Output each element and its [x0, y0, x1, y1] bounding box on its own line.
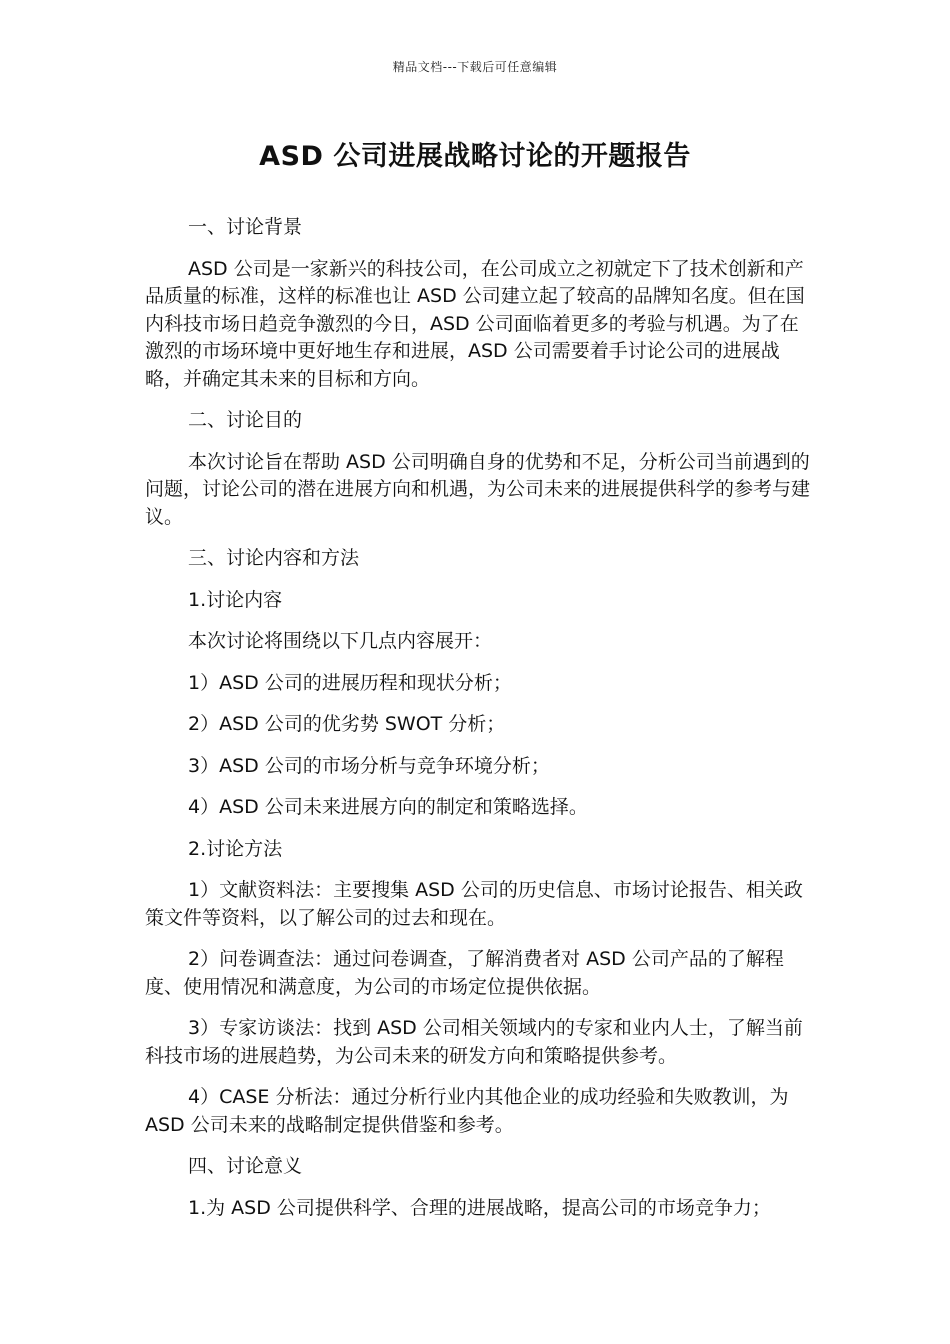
subheading-method: 2.讨论方法 [188, 837, 283, 860]
method-item: 4）CASE 分析法：通过分析行业内其他企业的成功经验和失败教训，为 ASD 公司未来的战略制定提供借鉴和参考。 [145, 1086, 789, 1136]
section-heading-background: 一、讨论背景 [188, 216, 303, 238]
significance-item: 1.为 ASD 公司提供科学、合理的进展战略，提高公司的市场竞争力； [188, 1196, 771, 1219]
paragraph-content-intro: 本次讨论将围绕以下几点内容展开： [188, 630, 493, 652]
list-item: 4）ASD 公司未来进展方向的制定和策略选择。 [188, 796, 588, 818]
method-item: 1）文献资料法：主要搜集 ASD 公司的历史信息、市场讨论报告、相关政策文件等资料，以了解公司的过去和现在。 [145, 879, 803, 929]
method-item: 2）问卷调查法：通过问卷调查，了解消费者对 ASD 公司产品的了解程度、使用情况和满意度，为公司的市场定位提供依据。 [145, 948, 784, 998]
document-body [145, 214, 813, 1236]
paragraph-purpose: 本次讨论旨在帮助 ASD 公司明确自身的优势和不足，分析公司当前遇到的问题，讨论公司的潜在进展方向和机遇，为公司未来的进展提供科学的参考与建议。 [145, 450, 811, 528]
paragraph-background: ASD 公司是一家新兴的科技公司，在公司成立之初就定下了技术创新和产品质量的标准，这样的标准也让 ASD 公司建立起了较高的品牌知名度。但在国内科技市场日趋竞争激烈的今日，ASD 公司面临着更多的考验与机遇。为了在激烈的市场环境中更好地生存和进展，ASD 公司需要着手讨论公司的进展战略，并确定其未来的目标和方向。 [145, 257, 805, 390]
list-item: 3）ASD 公司的市场分析与竞争环境分析； [188, 754, 550, 777]
section-heading-content-method: 三、讨论内容和方法 [188, 547, 360, 569]
section-heading-significance: 四、讨论意义 [188, 1155, 303, 1177]
document-title: ASD 公司进展战略讨论的开题报告 [259, 141, 691, 172]
subheading-content: 1.讨论内容 [188, 588, 283, 611]
list-item: 1）ASD 公司的进展历程和现状分析； [188, 671, 512, 694]
section-heading-purpose: 二、讨论目的 [188, 409, 303, 431]
method-item: 3）专家访谈法：找到 ASD 公司相关领域内的专家和业内人士，了解当前科技市场的进展趋势，为公司未来的研发方向和策略提供参考。 [145, 1017, 803, 1067]
header-note: 精品文档---下载后可任意编辑 [392, 60, 558, 74]
list-item: 2）ASD 公司的优劣势 SWOT 分析； [188, 713, 506, 735]
